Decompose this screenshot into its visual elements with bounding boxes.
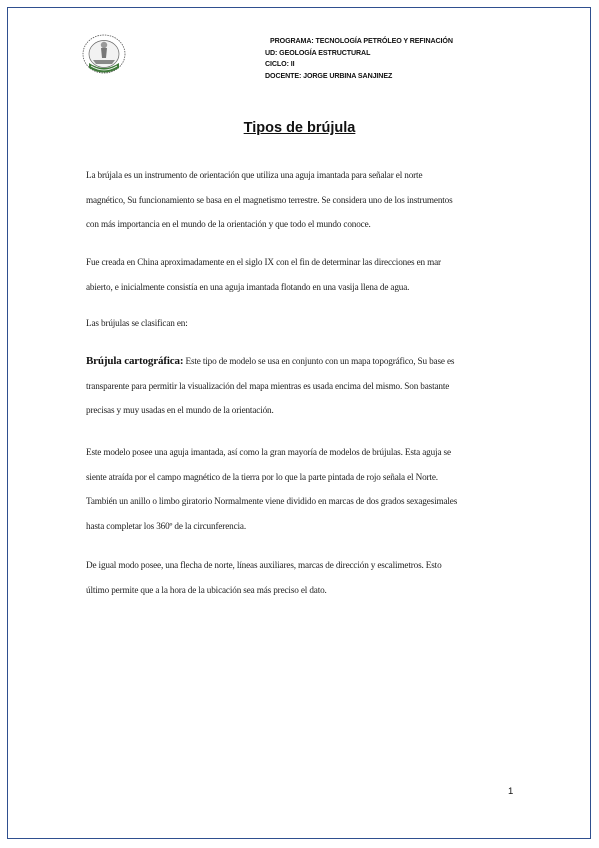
header-programa: PROGRAMA: TECNOLOGÍA PETRÓLEO Y REFINACIÓN (270, 37, 453, 45)
page-number: 1 (508, 786, 514, 797)
paragraph-1 (86, 163, 516, 237)
paragraph-line: último permite que a la hora de la ubicación sea más preciso el dato. (86, 584, 327, 595)
paragraph-4 (86, 349, 516, 423)
paragraph-lead-rest: Este tipo de modelo se usa en conjunto con un mapa topográfico, Su base es (183, 356, 455, 366)
paragraph-line: con más importancia en el mundo de la orientación y que todo el mundo conoce. (86, 219, 371, 229)
header-ud: UD: GEOLOGÍA ESTRUCTURAL (265, 48, 371, 57)
paragraph-line: Las brújulas se clasifican en: (86, 318, 188, 328)
institution-logo-icon (79, 33, 129, 78)
paragraph-line: Este modelo posee una aguja imantada, así como la gran mayoría de modelos de brújulas. Esta aguja se (86, 447, 451, 457)
paragraph-5 (86, 440, 516, 538)
paragraph-line: También un anillo o limbo giratorio Normalmente viene dividido en marcas de dos grados sexagesimales (86, 496, 458, 506)
paragraph-line: De igual modo posee, una flecha de norte, líneas auxiliares, marcas de dirección y escalimetros. Esto (86, 560, 442, 570)
header-block (265, 36, 453, 82)
paragraph-line: transparente para permitir la visualización del mapa mientras es usada encima del mismo. Son bastante (86, 380, 450, 391)
paragraph-line: Fue creada en China aproximadamente en el siglo IX con el fin de determinar las direcciones en mar (86, 257, 441, 267)
paragraph-line: hasta completar los 360º de la circunferencia. (86, 520, 246, 531)
header-ciclo: CICLO: II (265, 60, 295, 68)
paragraph-2 (86, 250, 516, 299)
paragraph-line: La brújala es un instrumento de orientación que utiliza una aguja imantada para señalar el norte (86, 170, 423, 180)
paragraph-line: magnético, Su funcionamiento se basa en el magnetismo terrestre. Se considera uno de los instrumentos (86, 194, 453, 205)
paragraph-line: precisas y muy usadas en el mundo de la orientación. (86, 405, 274, 415)
paragraph-3 (86, 311, 516, 336)
paragraph-line: siente atraída por el campo magnético de la tierra por lo que la parte pintada de rojo señala el Norte. (86, 471, 438, 482)
paragraph-line: abierto, e inicialmente consistía en una aguja imantada flotando en una vasija llena de agua. (86, 281, 410, 292)
paragraph-6 (86, 553, 516, 602)
paragraph-line (86, 349, 516, 374)
header-docente: DOCENTE: JORGE URBINA SANJINEZ (265, 71, 393, 80)
page-title: Tipos de brújula (243, 120, 356, 136)
paragraph-lead: Brújula cartográfica: (86, 355, 184, 367)
